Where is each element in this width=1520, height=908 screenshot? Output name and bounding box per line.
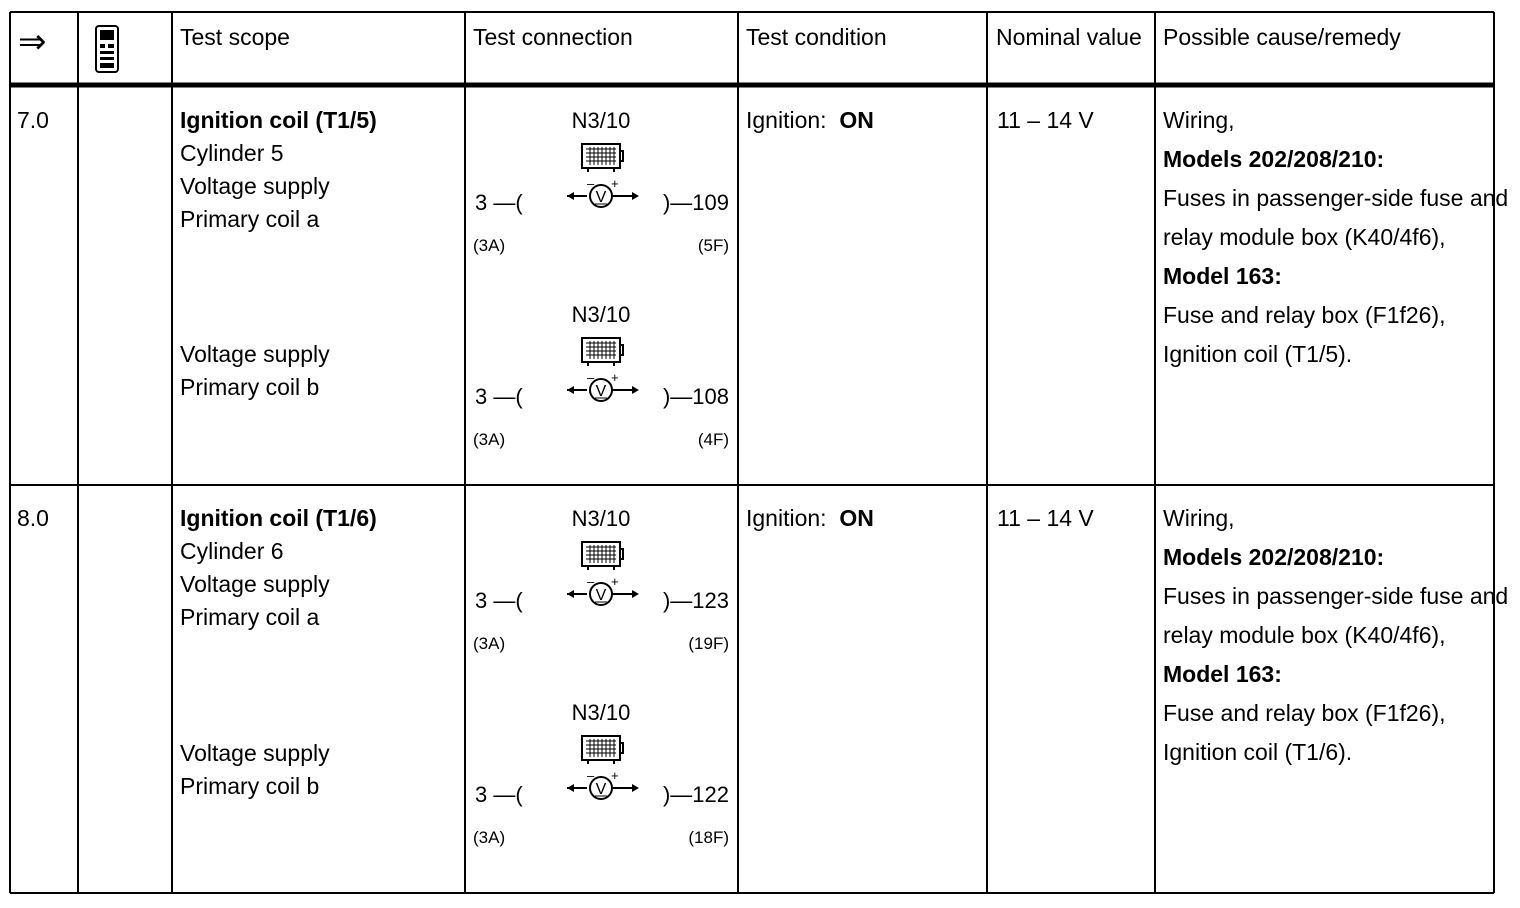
test-connection xyxy=(467,302,735,452)
left-pin: 3 —( xyxy=(475,782,523,807)
svg-text:+: + xyxy=(611,372,619,385)
left-pin-sub: (3A) xyxy=(473,236,506,255)
right-pin: )—123 xyxy=(662,588,729,613)
test-connection xyxy=(467,506,735,656)
svg-text:+: + xyxy=(611,770,619,783)
header-test-connection: Test connection xyxy=(473,24,633,50)
cause-line: Wiring, xyxy=(1163,505,1235,531)
voltmeter-icon xyxy=(565,178,641,214)
test-connection xyxy=(467,700,735,850)
step-number: 7.0 xyxy=(17,107,49,133)
right-pin-sub: (18F) xyxy=(688,828,729,847)
cause-line: Fuse and relay box (F1f26), xyxy=(1163,302,1446,328)
tester-icon xyxy=(94,24,120,80)
test-condition xyxy=(746,502,874,535)
possible-cause xyxy=(1163,499,1508,772)
nominal-value: 11 – 14 V xyxy=(997,107,1094,133)
right-pin-sub: (4F) xyxy=(697,430,729,449)
cause-model: Model 163: xyxy=(1163,263,1282,289)
scope-title: Ignition coil (T1/5) xyxy=(180,107,377,133)
scope-line: Primary coil a xyxy=(180,604,320,630)
scope-line: Primary coil b xyxy=(180,773,320,799)
scope-line: Voltage supply xyxy=(180,740,330,766)
cause-model: Model 163: xyxy=(1163,661,1282,687)
left-pin-sub: (3A) xyxy=(473,634,506,653)
voltmeter-icon xyxy=(565,576,641,612)
scope-line: Cylinder 5 xyxy=(180,140,284,166)
test-scope xyxy=(180,104,377,236)
header-test-condition: Test condition xyxy=(746,24,887,50)
svg-text:V: V xyxy=(595,781,607,798)
scope-line: Primary coil b xyxy=(180,374,320,400)
header-test-scope: Test scope xyxy=(180,24,290,50)
condition-value: ON xyxy=(839,107,874,133)
cause-line: Fuses in passenger-side fuse and xyxy=(1163,583,1509,609)
cause-line: relay module box (K40/4f6), xyxy=(1163,224,1446,250)
left-pin: 3 —( xyxy=(475,384,523,409)
left-pin: 3 —( xyxy=(475,190,523,215)
svg-text:–: – xyxy=(587,770,595,783)
scope-line: Voltage supply xyxy=(180,341,330,367)
scope-title: Ignition coil (T1/6) xyxy=(180,505,377,531)
test-scope-b xyxy=(180,737,330,803)
right-pin-sub: (5F) xyxy=(697,236,729,255)
svg-text:+: + xyxy=(611,576,619,589)
ecu-label: N3/10 xyxy=(571,302,631,327)
cause-line: relay module box (K40/4f6), xyxy=(1163,622,1446,648)
left-pin-sub: (3A) xyxy=(473,828,506,847)
header-nominal-value: Nominal value xyxy=(996,24,1142,50)
ecu-label: N3/10 xyxy=(571,700,631,725)
test-condition xyxy=(746,104,874,137)
condition-label: Ignition: xyxy=(746,505,827,531)
header-arrow: ⇒ xyxy=(18,23,47,61)
right-pin: )—108 xyxy=(662,384,729,409)
ecu-connector-icon xyxy=(580,732,624,766)
voltmeter-icon xyxy=(565,372,641,408)
svg-text:–: – xyxy=(587,372,595,385)
voltmeter-icon xyxy=(565,770,641,806)
cause-models: Models 202/208/210: xyxy=(1163,544,1385,570)
right-pin: )—109 xyxy=(662,190,729,215)
cause-line: Ignition coil (T1/6). xyxy=(1163,739,1353,765)
ecu-label: N3/10 xyxy=(571,108,631,133)
condition-value: ON xyxy=(839,505,874,531)
svg-text:–: – xyxy=(587,178,595,191)
possible-cause xyxy=(1163,101,1508,374)
ecu-label: N3/10 xyxy=(571,506,631,531)
test-connection xyxy=(467,108,735,258)
scope-line: Voltage supply xyxy=(180,571,330,597)
svg-text:V: V xyxy=(595,189,607,206)
ecu-connector-icon xyxy=(580,140,624,174)
svg-text:+: + xyxy=(611,178,619,191)
scope-line: Voltage supply xyxy=(180,173,330,199)
condition-label: Ignition: xyxy=(746,107,827,133)
cause-models: Models 202/208/210: xyxy=(1163,146,1385,172)
header-possible-cause: Possible cause/remedy xyxy=(1163,24,1401,50)
right-pin-sub: (19F) xyxy=(688,634,729,653)
cause-line: Wiring, xyxy=(1163,107,1235,133)
step-number: 8.0 xyxy=(17,505,49,531)
ecu-connector-icon xyxy=(580,538,624,572)
scope-line: Primary coil a xyxy=(180,206,320,232)
svg-text:–: – xyxy=(587,576,595,589)
left-pin: 3 —( xyxy=(475,588,523,613)
svg-text:V: V xyxy=(595,383,607,400)
right-pin: )—122 xyxy=(662,782,729,807)
ecu-connector-icon xyxy=(580,334,624,368)
cause-line: Fuse and relay box (F1f26), xyxy=(1163,700,1446,726)
test-scope-b xyxy=(180,338,330,404)
test-scope xyxy=(180,502,377,634)
nominal-value: 11 – 14 V xyxy=(997,505,1094,531)
svg-text:V: V xyxy=(595,587,607,604)
cause-line: Fuses in passenger-side fuse and xyxy=(1163,185,1509,211)
scope-line: Cylinder 6 xyxy=(180,538,284,564)
cause-line: Ignition coil (T1/5). xyxy=(1163,341,1353,367)
left-pin-sub: (3A) xyxy=(473,430,506,449)
